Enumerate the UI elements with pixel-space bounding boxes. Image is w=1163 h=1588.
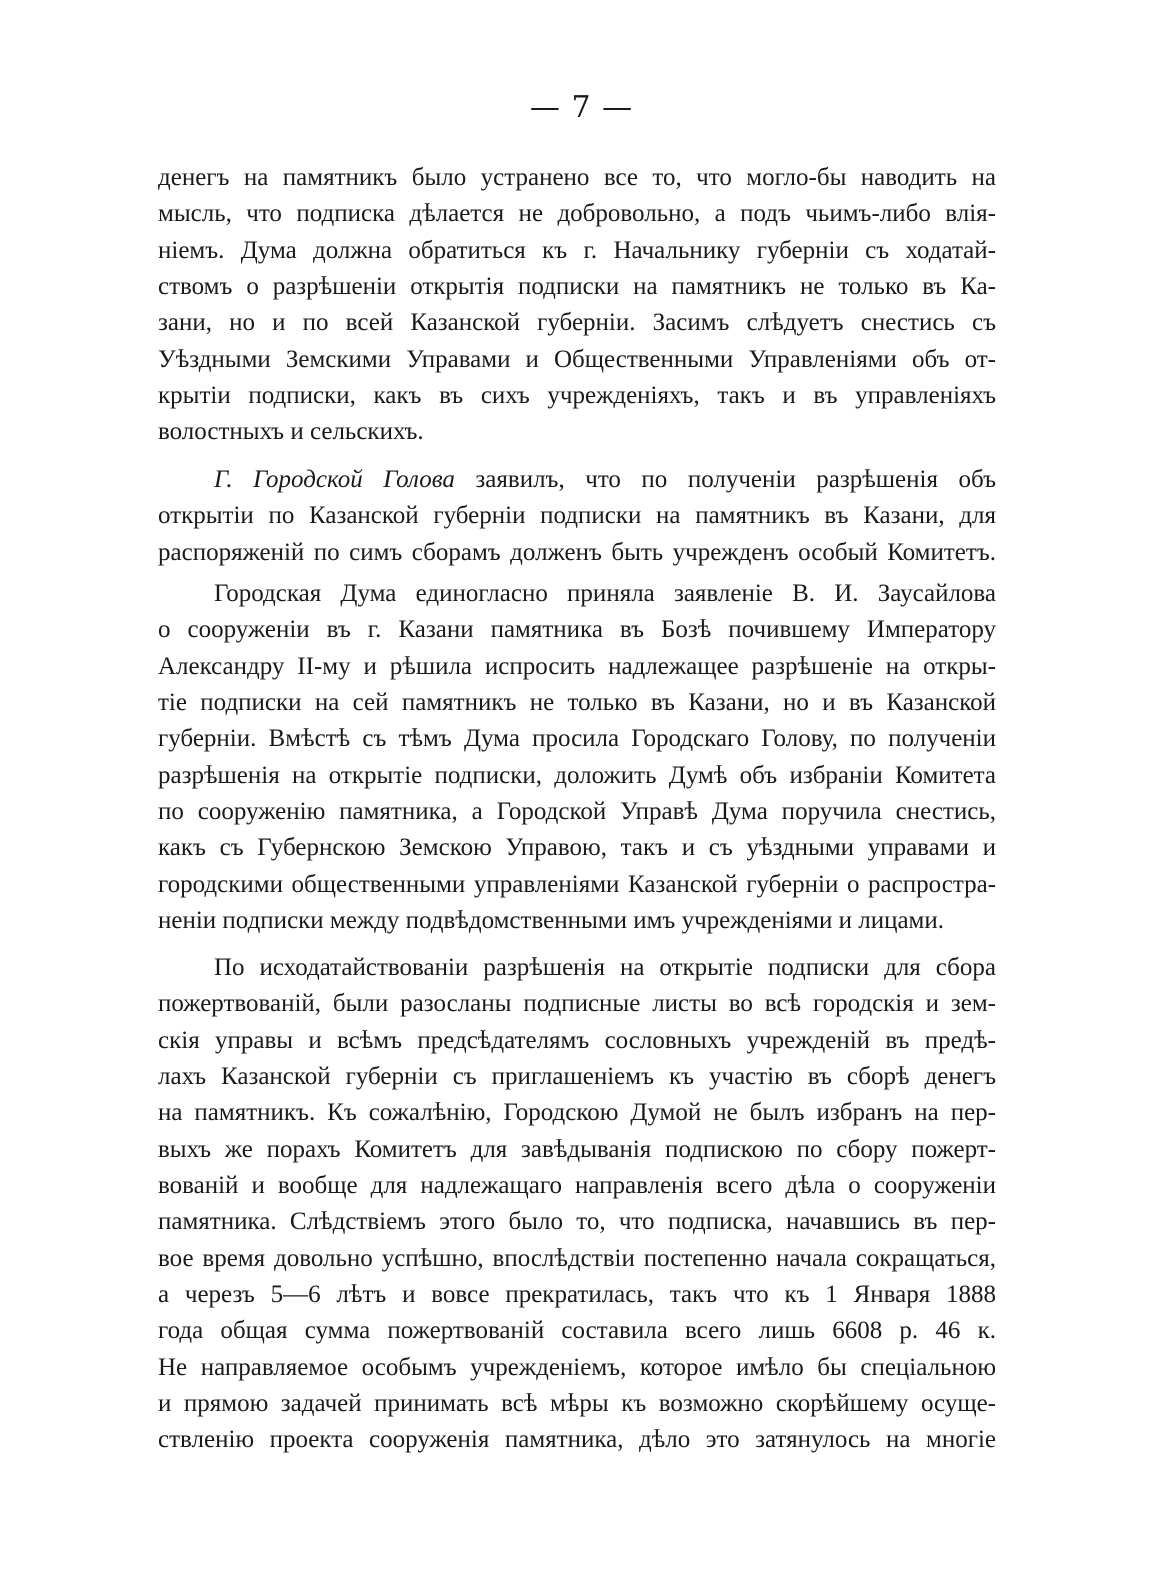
text-line: разрѣшенія на открытіе подписки, доложить Думѣ объ избраніи Комитета: [158, 761, 996, 789]
text-line: тіе подписки на сей памятникъ не только въ Казани, но и въ Казанской: [158, 689, 996, 717]
text-line: зани, но и по всей Казанской губерніи. Засимъ слѣдуетъ снестись съ: [158, 309, 996, 337]
paragraph-2: [158, 462, 996, 571]
text-line: о сооруженіи въ г. Казани памятника въ Бозѣ почившему Императору: [158, 616, 996, 644]
text-line: городскими общественными управленіями Казанской губерніи о распростра-: [158, 870, 996, 898]
text-line: ствленію проекта сооруженія памятника, дѣло это затянулось на многіе: [158, 1426, 996, 1454]
page-number: — 7 —: [529, 90, 634, 125]
text-fragment: заявилъ, что по полученіи разрѣшенія объ: [454, 466, 996, 493]
text-line: по сооруженію памятника, а Городской Управѣ Дума поручила снестись,: [158, 798, 996, 826]
text-line: года общая сумма пожертвованій составила всего лишь 6608 р. 46 к.: [158, 1317, 996, 1345]
text-line: выхъ же порахъ Комитетъ для завѣдыванія подпискою по сбору пожерт-: [158, 1135, 996, 1163]
text-line: скія управы и всѣмъ предсѣдателямъ сословныхъ учрежденій въ предѣ-: [158, 1026, 996, 1054]
text-line: Александру II-му и рѣшила испросить надлежащее разрѣшеніе на откры-: [158, 652, 996, 680]
text-line: ствомъ о разрѣшеніи открытія подписки на памятникъ не только въ Ка-: [158, 273, 996, 301]
text-line: а черезъ 5—6 лѣтъ и вовсе прекратилась, такъ что къ 1 Января 1888: [158, 1281, 996, 1309]
text-line: ніемъ. Дума должна обратиться къ г. Начальнику губерніи съ ходатай-: [158, 236, 996, 264]
text-line: Не направляемое особымъ учрежденіемъ, которое имѣло бы спеціальною: [158, 1353, 996, 1381]
text-line: лахъ Казанской губерніи съ приглашеніемъ къ участію въ сборѣ денегъ: [158, 1063, 996, 1091]
speaker-name: Г. Городской Голова: [214, 466, 455, 493]
text-line: неніи подписки между подвѣдомственными имъ учрежденіями и лицами.: [158, 907, 945, 935]
text-line: на памятникъ. Къ сожалѣнію, Городскою Думой не былъ избранъ на пер-: [158, 1099, 996, 1127]
text-line: пожертвованій, были разосланы подписные листы во всѣ городскія и зем-: [158, 990, 996, 1018]
text-line: распоряженій по симъ сборамъ долженъ быть учрежденъ особый Комитетъ.: [158, 538, 996, 566]
paragraph-1: [158, 160, 996, 451]
text-line: По исходатайствованіи разрѣшенія на открытіе подписки для сбора: [214, 954, 996, 981]
text-line: губерніи. Вмѣстѣ съ тѣмъ Дума просила Городскаго Голову, по полученіи: [158, 725, 996, 753]
text-line: какъ съ Губернскою Земскою Управою, такъ и съ уѣздными управами и: [158, 834, 996, 862]
text-line: открытіи по Казанской губерніи подписки на памятникъ въ Казани, для: [158, 502, 996, 530]
text-line: Уѣздными Земскими Управами и Общественными Управленіями объ от-: [158, 345, 996, 373]
text-line: денегъ на памятникъ было устранено все то, что могло-бы наводить на: [158, 164, 996, 191]
paragraph-4: [158, 950, 996, 1459]
text-line: памятника. Слѣдствіемъ этого было то, что подписка, начавшись въ пер-: [158, 1208, 996, 1236]
text-line: крытіи подписки, какъ въ сихъ учрежденіяхъ, такъ и въ управленіяхъ: [158, 382, 996, 410]
text-line: вованій и вообще для надлежащаго направленія всего дѣла о сооруженіи: [158, 1172, 996, 1200]
paragraph-3: [158, 576, 996, 939]
text-line: волостныхъ и сельскихъ.: [158, 418, 424, 446]
text-line: вое время довольно успѣшно, впослѣдствіи постепенно начала сокращаться,: [158, 1244, 996, 1272]
text-line: мысль, что подписка дѣлается не добровольно, а подъ чьимъ-либо влія-: [158, 200, 996, 228]
text-line: [158, 462, 996, 498]
text-line: Городская Дума единогласно приняла заявленіе В. И. Заусайлова: [214, 580, 996, 607]
text-line: и прямою задачей принимать всѣ мѣры къ возможно скорѣйшему осуще-: [158, 1390, 996, 1418]
